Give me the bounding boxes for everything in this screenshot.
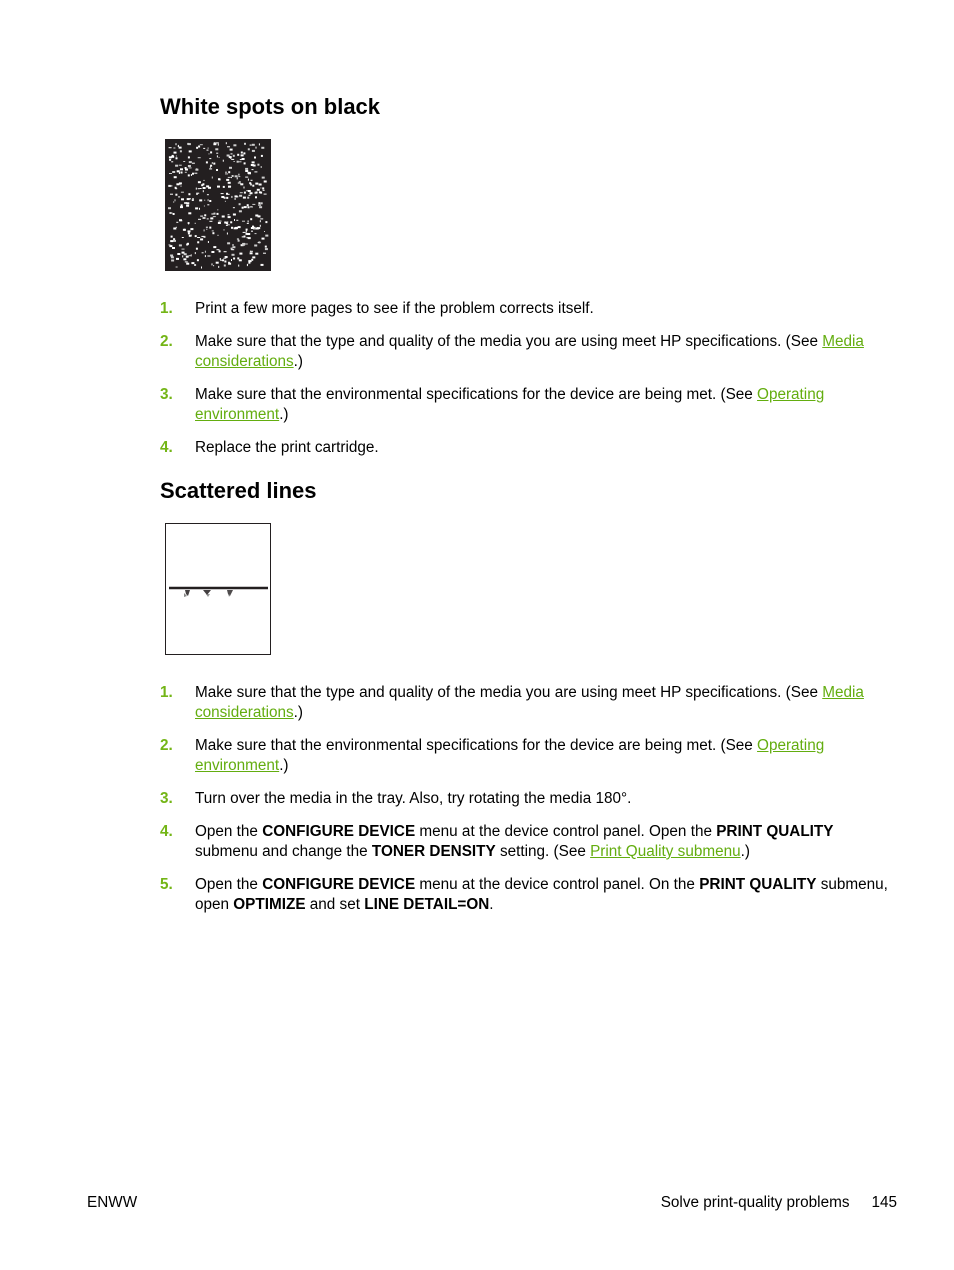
footer-section xyxy=(661,1193,897,1213)
menu-name-configure-device: CONFIGURE DEVICE xyxy=(262,876,416,893)
step-text: setting. (See xyxy=(495,843,591,860)
step-text-end: .) xyxy=(293,353,303,370)
step-number: 3. xyxy=(160,790,173,807)
step-text-end: .) xyxy=(293,704,303,721)
section-title-white-spots: White spots on black xyxy=(160,94,381,119)
list-item xyxy=(160,332,890,372)
step-number: 3. xyxy=(160,386,173,403)
section-title-scattered-lines: Scattered lines xyxy=(160,478,317,503)
operating-environment-link[interactable]: Operating environment xyxy=(195,386,825,423)
menu-name-print-quality: PRINT QUALITY xyxy=(716,823,834,840)
step-text-end: .) xyxy=(740,843,750,860)
step-number: 5. xyxy=(160,876,173,893)
step-number: 1. xyxy=(160,300,173,317)
step-text: Open the xyxy=(195,823,263,840)
step-text: Make sure that the type and quality of the media you are using meet HP specifications. (See xyxy=(195,333,823,350)
step-text: and set xyxy=(305,896,365,913)
step-text-end: .) xyxy=(279,757,289,774)
step-number: 2. xyxy=(160,737,173,754)
step-text: menu at the device control panel. Open the xyxy=(415,823,717,840)
step-text-end: .) xyxy=(279,406,289,423)
list-item xyxy=(160,683,890,723)
step-text: submenu and change the xyxy=(195,843,372,860)
step-text: Print a few more pages to see if the problem corrects itself. xyxy=(195,300,594,317)
operating-environment-link[interactable]: Operating environment xyxy=(195,737,825,774)
list-item xyxy=(160,385,890,425)
scattered-lines-steps xyxy=(160,683,890,928)
step-text: Make sure that the type and quality of the media you are using meet HP specifications. (See xyxy=(195,684,823,701)
list-item xyxy=(160,789,890,809)
menu-name-print-quality: PRINT QUALITY xyxy=(699,876,817,893)
setting-name-line-detail: LINE DETAIL=ON xyxy=(364,896,490,913)
scattered-lines-sample-image xyxy=(165,523,271,655)
white-spots-sample-image xyxy=(165,139,271,271)
menu-name-optimize: OPTIMIZE xyxy=(233,896,306,913)
step-text-end: . xyxy=(489,896,494,913)
step-number: 4. xyxy=(160,823,173,840)
page-number: 145 xyxy=(871,1194,897,1211)
step-text: Make sure that the environmental specifications for the device are being met. (See xyxy=(195,386,758,403)
white-spots-pattern xyxy=(165,139,271,271)
step-number: 1. xyxy=(160,684,173,701)
list-item xyxy=(160,299,890,319)
white-spots-steps xyxy=(160,299,890,471)
step-text: submenu, open xyxy=(195,876,888,913)
step-text: Replace the print cartridge. xyxy=(195,439,379,456)
list-item xyxy=(160,438,890,458)
media-considerations-link[interactable]: Media considerations xyxy=(195,684,864,721)
step-text: Open the xyxy=(195,876,263,893)
step-number: 4. xyxy=(160,439,173,456)
step-text: Make sure that the environmental specifications for the device are being met. (See xyxy=(195,737,758,754)
setting-name-toner-density: TONER DENSITY xyxy=(371,843,496,860)
scattered-lines-pattern xyxy=(166,524,270,654)
menu-name-configure-device: CONFIGURE DEVICE xyxy=(262,823,416,840)
list-item xyxy=(160,822,890,862)
list-item xyxy=(160,736,890,776)
footer-locale: ENWW xyxy=(87,1194,138,1211)
print-quality-submenu-link[interactable]: Print Quality submenu xyxy=(590,843,741,860)
step-text: menu at the device control panel. On the xyxy=(415,876,700,893)
list-item xyxy=(160,875,890,915)
footer-section-title: Solve print-quality problems xyxy=(660,1194,850,1211)
step-text: Turn over the media in the tray. Also, try rotating the media 180°. xyxy=(195,790,632,807)
media-considerations-link[interactable]: Media considerations xyxy=(195,333,864,370)
step-number: 2. xyxy=(160,333,173,350)
